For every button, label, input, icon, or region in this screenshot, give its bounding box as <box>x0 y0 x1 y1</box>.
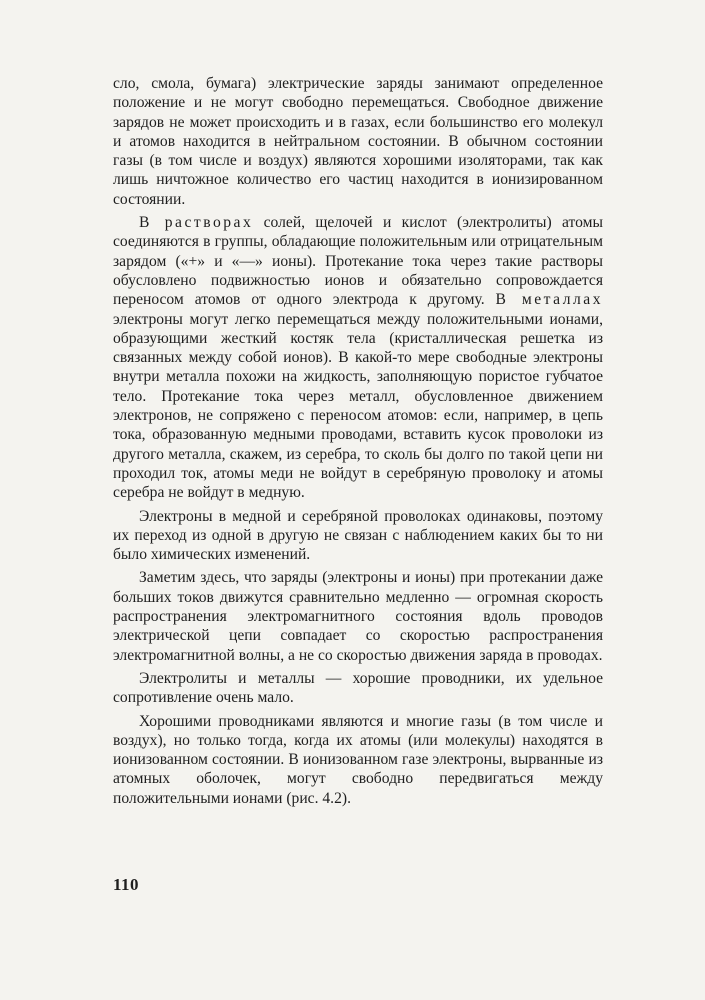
paragraph-2-text-continued: электроны могут легко перемещаться между положительными ионами, образующими жесткий костяк тела (кристаллическая решетка из связанных между собой ионов). В какой-то мере свободные электроны внутри металла похожи на жидкость, заполняющую пористое губчатое тело. Протекание тока через металл, обусловленное движением электронов, не сопряжено с переносом атомов: если, например, в цепь тока, образованную медными проводами, вставить кусок проволоки из другого металла, скажем, из серебра, то сколь бы долго по такой цепи ни проходил ток, атомы меди не войдут в серебряную проволоку и атомы серебра не войдут в медную. <box>113 310 603 502</box>
emphasis-solutions: В растворах <box>139 214 254 232</box>
paragraph-2-text: солей, щелочей и кислот (электролиты) атомы соединяются в группы, обладающие положительным или отрицательным зарядом («+» и «—» ионы). Протекание тока через такие растворы обусловлено подвижностью ионов и обязательно сопровождается переносом атомов от одного электрода к другому. <box>113 214 603 309</box>
paragraph-4: Заметим здесь, что заряды (электроны и ионы) при протекании даже больших токов движутся сравнительно медленно — огромная скорость распространения электромагнитного состояния вдоль проводов электрической цепи совпадает со скоростью распространения электромагнитной волны, а не со скоростью движения заряда в проводах. <box>113 569 603 664</box>
body-text <box>113 74 603 812</box>
emphasis-metals: В металлах <box>495 291 603 309</box>
paragraph-1: сло, смола, бумага) электрические заряды занимают определенное положение и не могут свободно перемещаться. Свободное движение зарядов не может происходить и в газах, если большинство его молекул и атомов находится в нейтральном состоянии. В обычном состоянии газы (в том числе и воздух) являются хорошими изоляторами, так как лишь ничтожное количество его частиц находится в ионизированном состоянии. <box>113 75 603 208</box>
paragraph-3: Электроны в медной и серебряной проволоках одинаковы, поэтому их переход из одной в другую не связан с наблюдением каких бы то ни было химических изменений. <box>113 507 603 564</box>
paragraph-2 <box>113 213 603 502</box>
paragraph-5: Электролиты и металлы — хорошие проводники, их удельное сопротивление очень мало. <box>113 669 603 707</box>
paragraph-6: Хорошими проводниками являются и многие газы (в том числе и воздух), но только тогда, когда их атомы (или молекулы) находятся в ионизованном состоянии. В ионизованном газе электроны, вырванные из атомных оболочек, могут свободно передвигаться между положительными ионами (рис. 4.2). <box>113 712 603 807</box>
page-number: 110 <box>113 875 140 894</box>
